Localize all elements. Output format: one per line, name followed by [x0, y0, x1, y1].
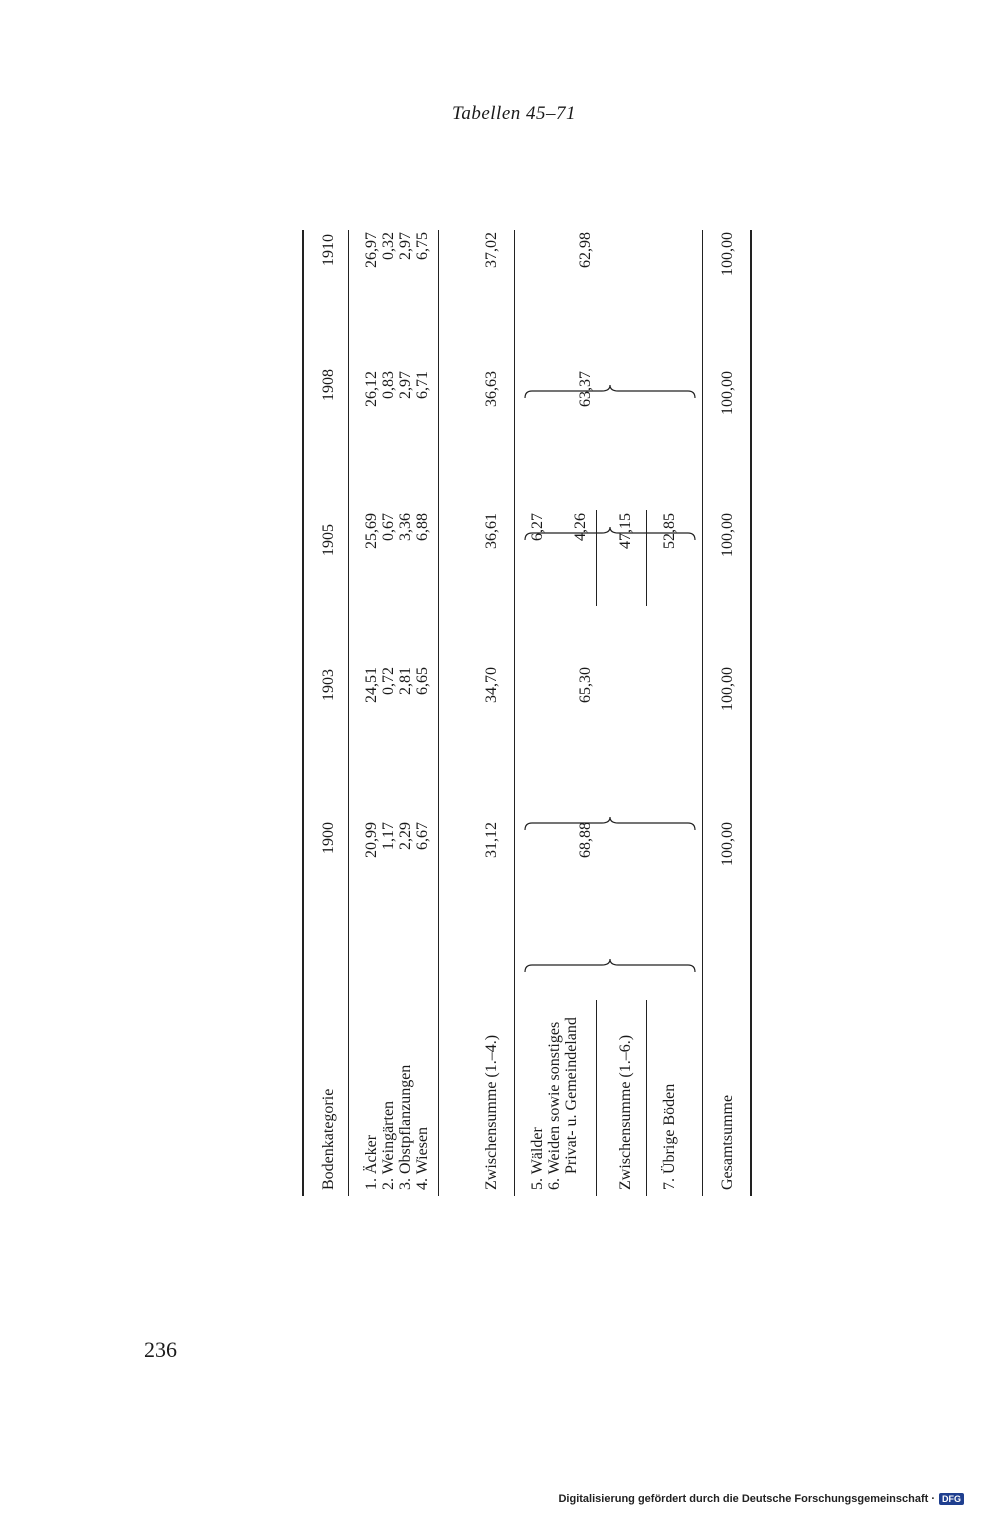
- cell-weiden-1905: 4,26: [572, 513, 589, 541]
- header-category: Bodenkategorie: [320, 1088, 337, 1190]
- cell-obstpflanzungen-1903: 2,81: [397, 667, 414, 695]
- header-year-1910: 1910: [320, 234, 337, 266]
- rule-after-sub1: [514, 230, 515, 1196]
- running-head: Tabellen 45–71: [452, 103, 576, 124]
- row-label-weiden-line1: 6. Weiden sowie sonstiges: [546, 1021, 563, 1190]
- cell-sub1-1910: 37,02: [483, 232, 500, 268]
- cell-wiesen-1900: 6,67: [414, 822, 431, 850]
- footer: [558, 1493, 964, 1505]
- cell-wiesen-1908: 6,71: [414, 371, 431, 399]
- cell-combined-1910: 62,98: [577, 232, 594, 268]
- cell-combined-1908: 63,37: [577, 371, 594, 407]
- table: [300, 230, 756, 1196]
- cell-aecker-1900: 20,99: [363, 822, 380, 858]
- cell-total-1903: 100,00: [719, 667, 736, 711]
- cell-sub1-1905: 36,61: [483, 513, 500, 549]
- brace-1910: [524, 384, 696, 400]
- table-bottom-rule: [750, 230, 752, 1196]
- cell-wiesen-1903: 6,65: [414, 667, 431, 695]
- cell-aecker-1908: 26,12: [363, 371, 380, 407]
- cell-total-1905: 100,00: [719, 513, 736, 557]
- cell-combined-1900: 68,88: [577, 822, 594, 858]
- cell-weingaerten-1900: 1,17: [380, 822, 397, 850]
- rule-after-sub2-1905: [646, 510, 647, 606]
- cell-obstpflanzungen-1900: 2,29: [397, 822, 414, 850]
- row-label-weingaerten: 2. Weingärten: [380, 1100, 397, 1190]
- table-top-rule: [302, 230, 304, 1196]
- row-label-aecker: 1. Äcker: [363, 1134, 380, 1190]
- cell-total-1910: 100,00: [719, 232, 736, 276]
- header-year-1903: 1903: [320, 669, 337, 701]
- cell-wiesen-1905: 6,88: [414, 513, 431, 541]
- brace-1903: [524, 816, 696, 832]
- row-label-zwischensumme-1-6: Zwischensumme (1.–6.): [617, 1034, 634, 1190]
- cell-weingaerten-1908: 0,83: [380, 371, 397, 399]
- dfg-logo: DFG: [939, 1493, 964, 1505]
- row-label-zwischensumme-1-4: Zwischensumme (1.–4.): [483, 1034, 500, 1190]
- rule-after-sub2-label: [646, 1000, 647, 1196]
- cell-total-1900: 100,00: [719, 822, 736, 866]
- cell-obstpflanzungen-1910: 2,97: [397, 232, 414, 260]
- page-number: 236: [144, 1337, 177, 1362]
- header-year-1905: 1905: [320, 524, 337, 556]
- cell-obstpflanzungen-1905: 3,36: [397, 513, 414, 541]
- cell-weingaerten-1905: 0,67: [380, 513, 397, 541]
- table-rotated-frame: [300, 230, 756, 1196]
- cell-aecker-1903: 24,51: [363, 667, 380, 703]
- cell-waelder-1905: 6,27: [529, 513, 546, 541]
- cell-weingaerten-1903: 0,72: [380, 667, 397, 695]
- cell-obstpflanzungen-1908: 2,97: [397, 371, 414, 399]
- cell-sub1-1903: 34,70: [483, 667, 500, 703]
- header-rule: [348, 230, 349, 1196]
- row-label-uebrige-boeden: 7. Übrige Böden: [661, 1083, 678, 1190]
- brace-1900: [524, 958, 696, 974]
- row-label-wiesen: 4. Wiesen: [414, 1126, 431, 1190]
- cell-uebrige-1905: 52,85: [661, 513, 678, 549]
- row-label-weiden-line2: Privat- u. Gemeindeland: [563, 1017, 580, 1174]
- footer-text: Digitalisierung gefördert durch die Deutsche Forschungsgemeinschaft ·: [558, 1493, 935, 1505]
- cell-wiesen-1910: 6,75: [414, 232, 431, 260]
- cell-aecker-1910: 26,97: [363, 232, 380, 268]
- rule-before-total: [702, 230, 703, 1196]
- row-label-gesamtsumme: Gesamtsumme: [719, 1094, 736, 1190]
- header-year-1900: 1900: [320, 822, 337, 854]
- header-year-1908: 1908: [320, 369, 337, 401]
- row-label-waelder: 5. Wälder: [529, 1127, 546, 1190]
- cell-total-1908: 100,00: [719, 371, 736, 415]
- row-label-obstpflanzungen: 3. Obstpflanzungen: [397, 1064, 414, 1190]
- cell-aecker-1905: 25,69: [363, 513, 380, 549]
- cell-combined-1903: 65,30: [577, 667, 594, 703]
- cell-sub2-1905: 47,15: [617, 513, 634, 549]
- rule-before-sub1: [438, 230, 439, 1196]
- cell-weingaerten-1910: 0,32: [380, 232, 397, 260]
- rule-before-sub2-label: [596, 1000, 597, 1196]
- cell-sub1-1908: 36,63: [483, 371, 500, 407]
- rule-before-sub2-1905: [596, 510, 597, 606]
- cell-sub1-1900: 31,12: [483, 822, 500, 858]
